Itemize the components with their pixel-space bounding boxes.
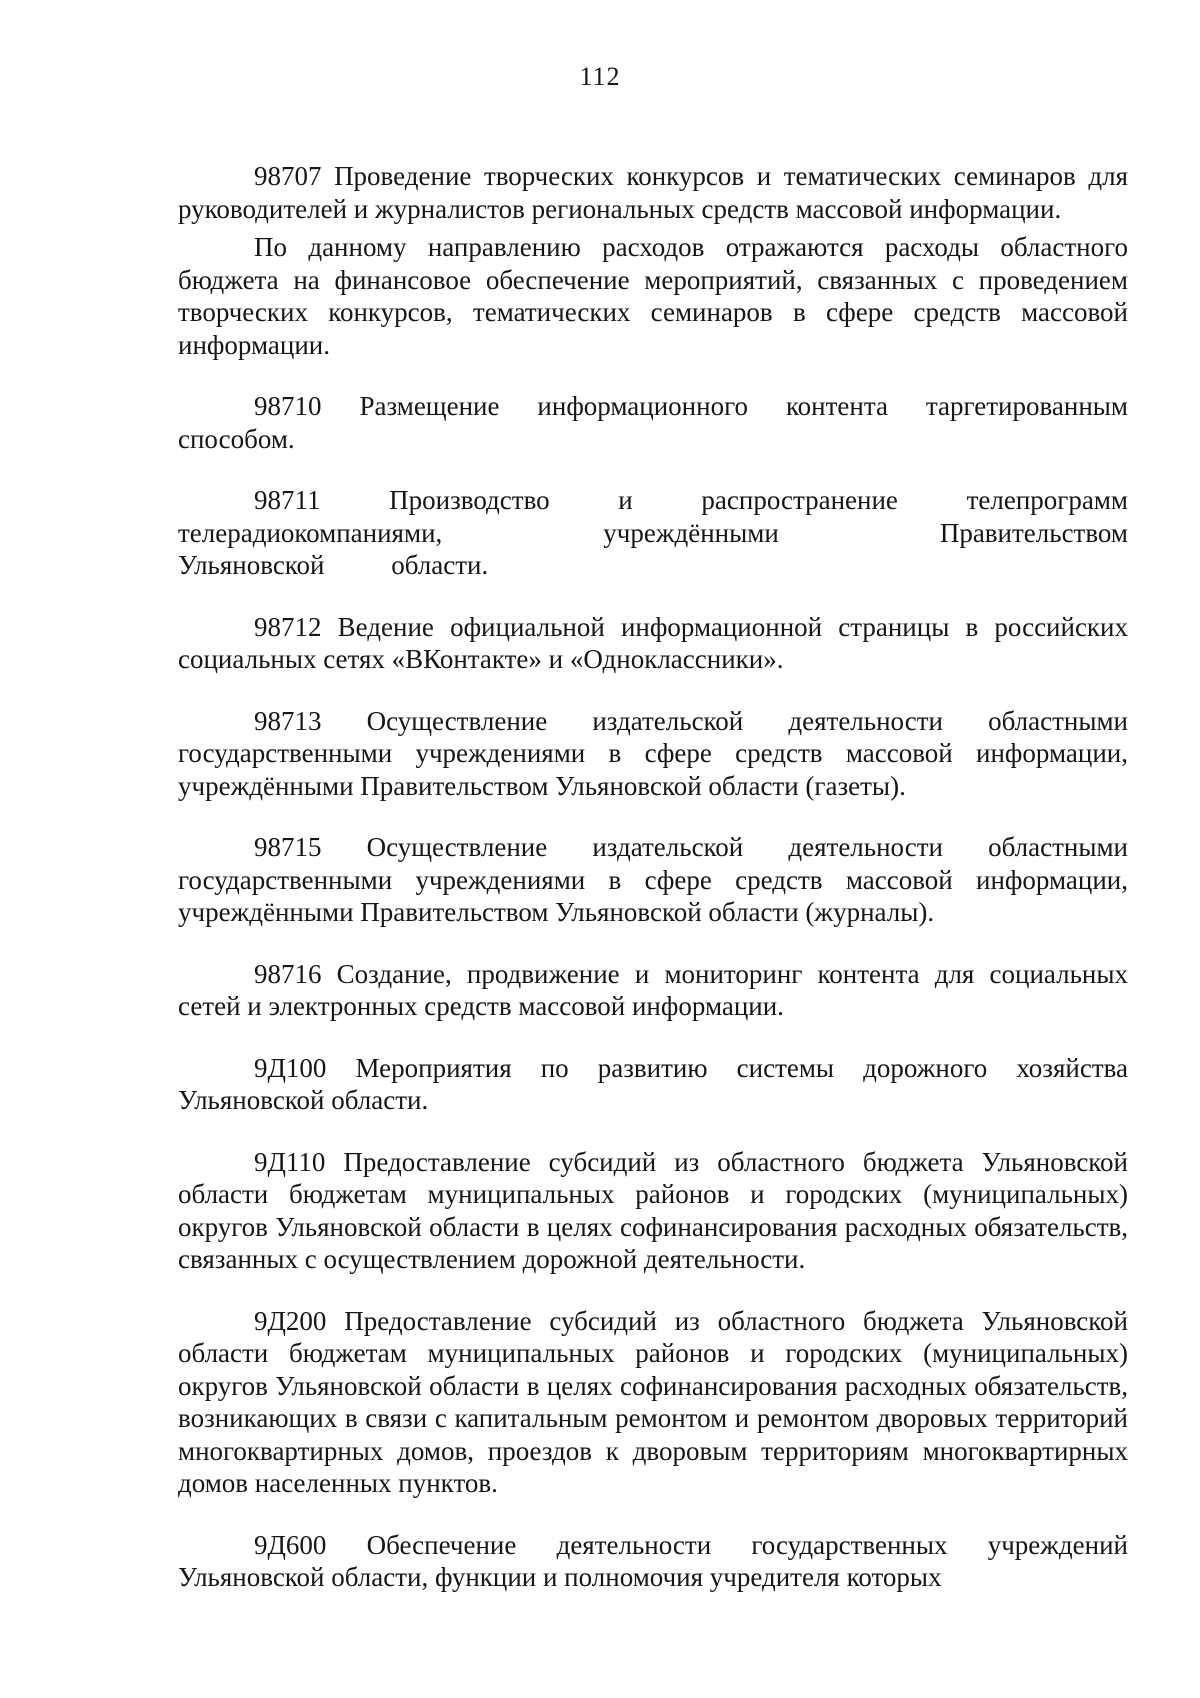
paragraph-spacer: [178, 1023, 1128, 1052]
paragraph-98713: 98713 Осуществление издательской деятельности областными государственными учреждениями в сфере средств массовой информации, учреждёнными Правительством Ульяновской области (газеты).: [178, 705, 1128, 801]
paragraph-9d100: 9Д100 Мероприятия по развитию системы дорожного хозяйства Ульяновской области.: [178, 1052, 1128, 1115]
document-body: [178, 160, 1128, 1594]
paragraph-spacer: [178, 361, 1128, 390]
paragraph-spacer: [178, 676, 1128, 705]
paragraph-98716: 98716 Создание, продвижение и мониторинг контента для социальных сетей и электронных средств массовой информации.: [178, 958, 1128, 1021]
paragraph-9d110: 9Д110 Предоставление субсидий из областного бюджета Ульяновской области бюджетам муниципальных районов и городских (муниципальных) округов Ульяновской области в целях софинансирования расходных обязательств, связанных с осуществлением дорожной деятельности.: [178, 1146, 1128, 1274]
paragraph-spacer: [178, 929, 1128, 958]
paragraph-98715: 98715 Осуществление издательской деятельности областными государственными учреждениями в сфере средств массовой информации, учреждёнными Правительством Ульяновской области (журналы).: [178, 832, 1128, 927]
page-number: 112: [579, 62, 621, 91]
paragraph-spacer: [178, 1276, 1128, 1305]
paragraph-spacer: [178, 1117, 1128, 1146]
paragraph-9d600: 9Д600 Обеспечение деятельности государственных учреждений Ульяновской области, функции и полномочия учредителя которых: [178, 1529, 1128, 1592]
paragraph-spacer: [178, 1500, 1128, 1529]
paragraph-spacer: [178, 455, 1128, 484]
paragraph-98707: 98707 Проведение творческих конкурсов и тематических семинаров для руководителей и журналистов региональных средств массовой информации.: [178, 161, 1128, 224]
paragraph-9d200: 9Д200 Предоставление субсидий из областного бюджета Ульяновской области бюджетам муниципальных районов и городских (муниципальных) округов Ульяновской области в целях софинансирования расходных обязательств, возникающих в связи с капитальным ремонтом и ремонтом дворовых территорий многоквартирных домов, проездов к дворовым территориям многоквартирных домов населенных пунктов.: [178, 1305, 1128, 1498]
paragraph-98711: 98711 Производство и распространение телепрограмм телерадиокомпаниями, учреждёнными Правительством Ульяновской области.: [178, 485, 1128, 580]
paragraph-98707-description: По данному направлению расходов отражаются расходы областного бюджета на финансовое обеспечение мероприятий, связанных с проведением творческих конкурсов, тематических семинаров в сфере средств массовой информации.: [178, 232, 1128, 360]
paragraph-spacer: [178, 582, 1128, 611]
paragraph-98710: 98710 Размещение информационного контента таргетированным способом.: [178, 391, 1128, 454]
paragraph-spacer: [178, 802, 1128, 831]
paragraph-98712: 98712 Ведение официальной информационной страницы в российских социальных сетях «ВКонтакте» и «Одноклассники».: [178, 611, 1128, 674]
